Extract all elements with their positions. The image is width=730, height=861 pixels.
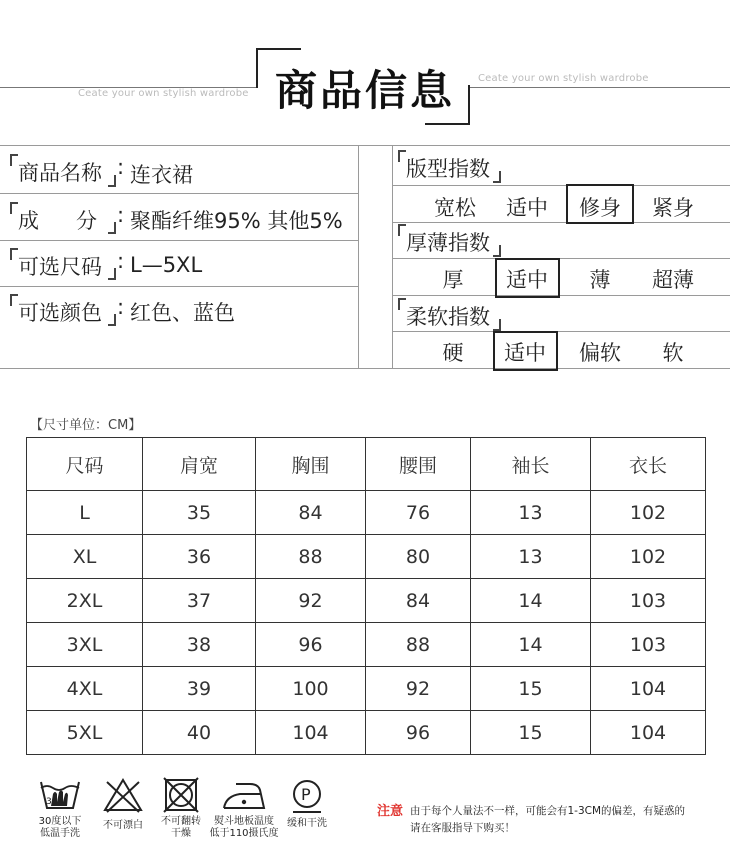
no-bleach-icon: [101, 776, 145, 814]
label-bracket: [108, 222, 116, 234]
right-row-sep-2: [392, 222, 730, 223]
color-value: 红色、蓝色: [130, 301, 235, 325]
size-value: L—5XL: [130, 253, 203, 277]
index-bracket: [493, 171, 501, 183]
title-frame-top: [256, 48, 301, 50]
material-label-char-1: 成: [18, 209, 39, 233]
table-header-cell: 衣长: [591, 438, 706, 491]
care-item-dry-clean: [281, 776, 333, 830]
fit-option-tight: 紧身: [652, 196, 694, 220]
table-cell: 13: [471, 535, 591, 579]
care-text: 不可翻转: [161, 816, 201, 827]
right-row-sep-3: [392, 258, 730, 259]
table-cell: 102: [591, 491, 706, 535]
no-tumble-dry-icon: [161, 776, 201, 814]
table-cell: 84: [366, 579, 471, 623]
table-cell: 35: [143, 491, 256, 535]
left-row-sep-1: [0, 193, 358, 194]
product-name-label: 商品名称: [18, 161, 102, 185]
care-item-iron: [205, 776, 283, 840]
table-cell: 96: [256, 623, 366, 667]
wash-temp-badge: 30: [46, 797, 58, 807]
material-value: 聚酯纤维95% 其他5%: [130, 209, 343, 233]
table-cell: 37: [143, 579, 256, 623]
table-cell: 84: [256, 491, 366, 535]
table-cell: 88: [256, 535, 366, 579]
thickness-option-thin: 薄: [589, 268, 611, 292]
index-bracket: [493, 245, 501, 257]
table-cell: 76: [366, 491, 471, 535]
table-cell: 14: [471, 623, 591, 667]
table-cell: 92: [366, 667, 471, 711]
fit-index-label: 版型指数: [406, 157, 490, 181]
table-row: [27, 667, 706, 711]
notice-line-1: 由于每个人量法不一样，可能会有1-3CM的偏差，有疑惑的: [410, 805, 686, 817]
title-frame-right: [468, 85, 470, 125]
care-text: 低于110摄氏度: [209, 828, 279, 839]
size-table: [26, 437, 706, 755]
table-cell: 100: [256, 667, 366, 711]
fit-option-slim: 修身: [579, 196, 621, 220]
right-row-sep-5: [392, 331, 730, 332]
thickness-option-medium: 适中: [506, 268, 548, 292]
table-header-cell: 腰围: [366, 438, 471, 491]
table-cell: 80: [366, 535, 471, 579]
care-text: 低温手洗: [40, 828, 80, 839]
colon: :: [117, 155, 125, 179]
table-cell: 104: [591, 711, 706, 755]
fit-option-loose: 宽松: [434, 196, 476, 220]
table-cell: 14: [471, 579, 591, 623]
table-cell: 5XL: [27, 711, 143, 755]
index-bracket: [493, 319, 501, 331]
table-cell: 3XL: [27, 623, 143, 667]
colon: :: [117, 295, 125, 319]
index-divider: [392, 145, 393, 369]
label-bracket: [10, 294, 18, 306]
table-cell: 40: [143, 711, 256, 755]
table-header-cell: 袖长: [471, 438, 591, 491]
care-item-no-tumble: [153, 776, 209, 840]
label-bracket: [108, 314, 116, 326]
table-cell: 13: [471, 491, 591, 535]
table-cell: 96: [366, 711, 471, 755]
label-bracket: [10, 202, 18, 214]
table-cell: 104: [256, 711, 366, 755]
care-text: 不可漂白: [103, 820, 143, 831]
table-row: [27, 711, 706, 755]
table-cell: 103: [591, 579, 706, 623]
table-cell: 88: [366, 623, 471, 667]
table-cell: 2XL: [27, 579, 143, 623]
index-bracket: [398, 150, 406, 162]
table-row: [27, 623, 706, 667]
right-row-sep-4: [392, 295, 730, 296]
label-bracket: [10, 248, 18, 260]
label-bracket: [10, 154, 18, 166]
notice-text: [410, 803, 685, 837]
product-name-value: 连衣裙: [130, 163, 193, 187]
tagline-left: Ceate your own stylish wardrobe: [78, 88, 249, 99]
notice-label: 注意: [377, 804, 404, 819]
iron-low-icon: [218, 776, 270, 814]
size-unit-note: 【尺寸单位：CM】: [30, 418, 142, 433]
softness-option-medium: 适中: [504, 341, 546, 365]
table-row: [27, 535, 706, 579]
label-bracket: [108, 175, 116, 187]
index-bracket: [398, 298, 406, 310]
table-cell: 36: [143, 535, 256, 579]
care-item-no-bleach: [95, 776, 151, 832]
notice-line-2: 请在客服指导下购买！: [410, 822, 515, 834]
table-cell: 92: [256, 579, 366, 623]
thickness-option-extra-thin: 超薄: [652, 268, 694, 292]
table-cell: 4XL: [27, 667, 143, 711]
title-frame-left: [256, 48, 258, 88]
dry-clean-badge: P: [301, 785, 311, 804]
info-top-border: [0, 145, 730, 146]
care-text: 干燥: [171, 828, 191, 839]
dry-clean-p-icon: [287, 776, 327, 816]
care-text: 缓和干洗: [287, 818, 327, 829]
table-cell: XL: [27, 535, 143, 579]
color-label: 可选颜色: [18, 301, 102, 325]
care-text: 熨斗地板温度: [214, 816, 274, 827]
tagline-right: Ceate your own stylish wardrobe: [478, 73, 649, 84]
table-header-cell: 胸围: [256, 438, 366, 491]
title-frame-bottom: [425, 123, 470, 125]
thickness-option-thick: 厚: [442, 268, 464, 292]
header-line-right: [470, 87, 730, 88]
softness-index-label: 柔软指数: [406, 305, 490, 329]
table-cell: L: [27, 491, 143, 535]
softness-option-hard: 硬: [442, 341, 464, 365]
fit-option-medium: 适中: [506, 196, 548, 220]
page-title: 商品信息: [275, 66, 456, 115]
table-cell: 103: [591, 623, 706, 667]
info-bottom-border: [0, 368, 730, 369]
table-cell: 38: [143, 623, 256, 667]
thickness-index-label: 厚薄指数: [406, 231, 490, 255]
left-row-sep-2: [0, 240, 358, 241]
label-bracket: [108, 268, 116, 280]
size-label: 可选尺码: [18, 255, 102, 279]
info-divider: [358, 145, 359, 369]
softness-option-soft-ish: 偏软: [579, 341, 621, 365]
table-header-cell: 尺码: [27, 438, 143, 491]
colon: :: [117, 249, 125, 273]
colon: :: [117, 203, 125, 227]
material-label-char-2: 分: [76, 209, 97, 233]
index-bracket: [398, 224, 406, 236]
table-cell: 15: [471, 667, 591, 711]
table-row: [27, 579, 706, 623]
table-cell: 104: [591, 667, 706, 711]
softness-option-soft: 软: [662, 341, 684, 365]
care-text: 30度以下: [38, 816, 82, 827]
table-cell: 39: [143, 667, 256, 711]
hand-wash-30-icon: [37, 776, 83, 814]
right-row-sep-1: [392, 185, 730, 186]
table-row: [27, 491, 706, 535]
table-cell: 15: [471, 711, 591, 755]
care-item-hand-wash: [30, 776, 90, 840]
left-row-sep-3: [0, 286, 358, 287]
table-cell: 102: [591, 535, 706, 579]
table-header-row: [27, 438, 706, 491]
table-header-cell: 肩宽: [143, 438, 256, 491]
